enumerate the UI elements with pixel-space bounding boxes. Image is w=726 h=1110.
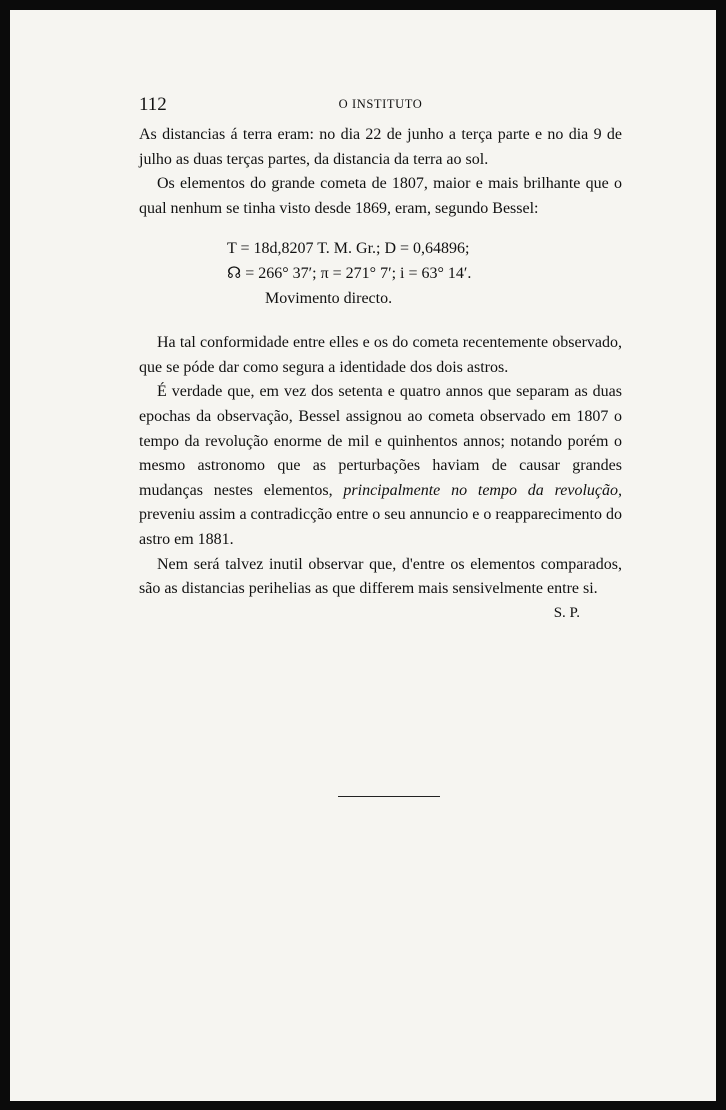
page-header (139, 94, 622, 118)
orbital-elements-formula (139, 237, 622, 311)
paragraph-text: preveniu assim a contradicção entre o seu annuncio e o reapparecimento do astro em 1881. (139, 506, 622, 548)
formula-line-2: ☊ = 266° 37′; π = 271° 7′; i = 63° 14′. (227, 264, 472, 282)
page-number: 112 (139, 94, 167, 115)
paragraph-text: É verdade que, em vez dos setenta e quatro annos que separam as duas epochas da observação, Bessel assignou ao cometa observado em 1807 o tempo da revolução enorme de mil e quinhentos annos; notando porém o mesmo astronomo que as perturbações haviam de causar grandes mudanças nestes elementos, (139, 383, 622, 499)
paragraph-perihelion: Nem será talvez inutil observar que, d'entre os elementos comparados, são as distancias perihelias as que differem mais sensivelmente entre si. (139, 555, 622, 598)
running-title: O INSTITUTO (338, 97, 423, 111)
paragraph-distances: As distancias á terra eram: no dia 22 de junho a terça parte e no dia 9 de julho as duas terças partes, da distancia da terra ao sol. (139, 126, 622, 168)
paragraph-conformity: Ha tal conformidade entre elles e os do cometa recentemente observado, que se póde dar como segura a identidade dos dois astros. (139, 334, 622, 376)
section-rule (338, 796, 440, 797)
page-body (139, 123, 622, 624)
paragraph-bessel-revolution (139, 380, 622, 552)
signature: S. P. (553, 604, 580, 621)
formula-line-3: Movimento directo. (265, 289, 393, 307)
paragraph-elements-1807: Os elementos do grande cometa de 1807, maior e mais brilhante que o qual nenhum se tinha visto desde 1869, eram, segundo Bessel: (139, 175, 622, 217)
italic-phrase: principalmente no tempo da revolução, (343, 481, 622, 499)
formula-line-1: T = 18d,8207 T. M. Gr.; D = 0,64896; (227, 240, 470, 258)
